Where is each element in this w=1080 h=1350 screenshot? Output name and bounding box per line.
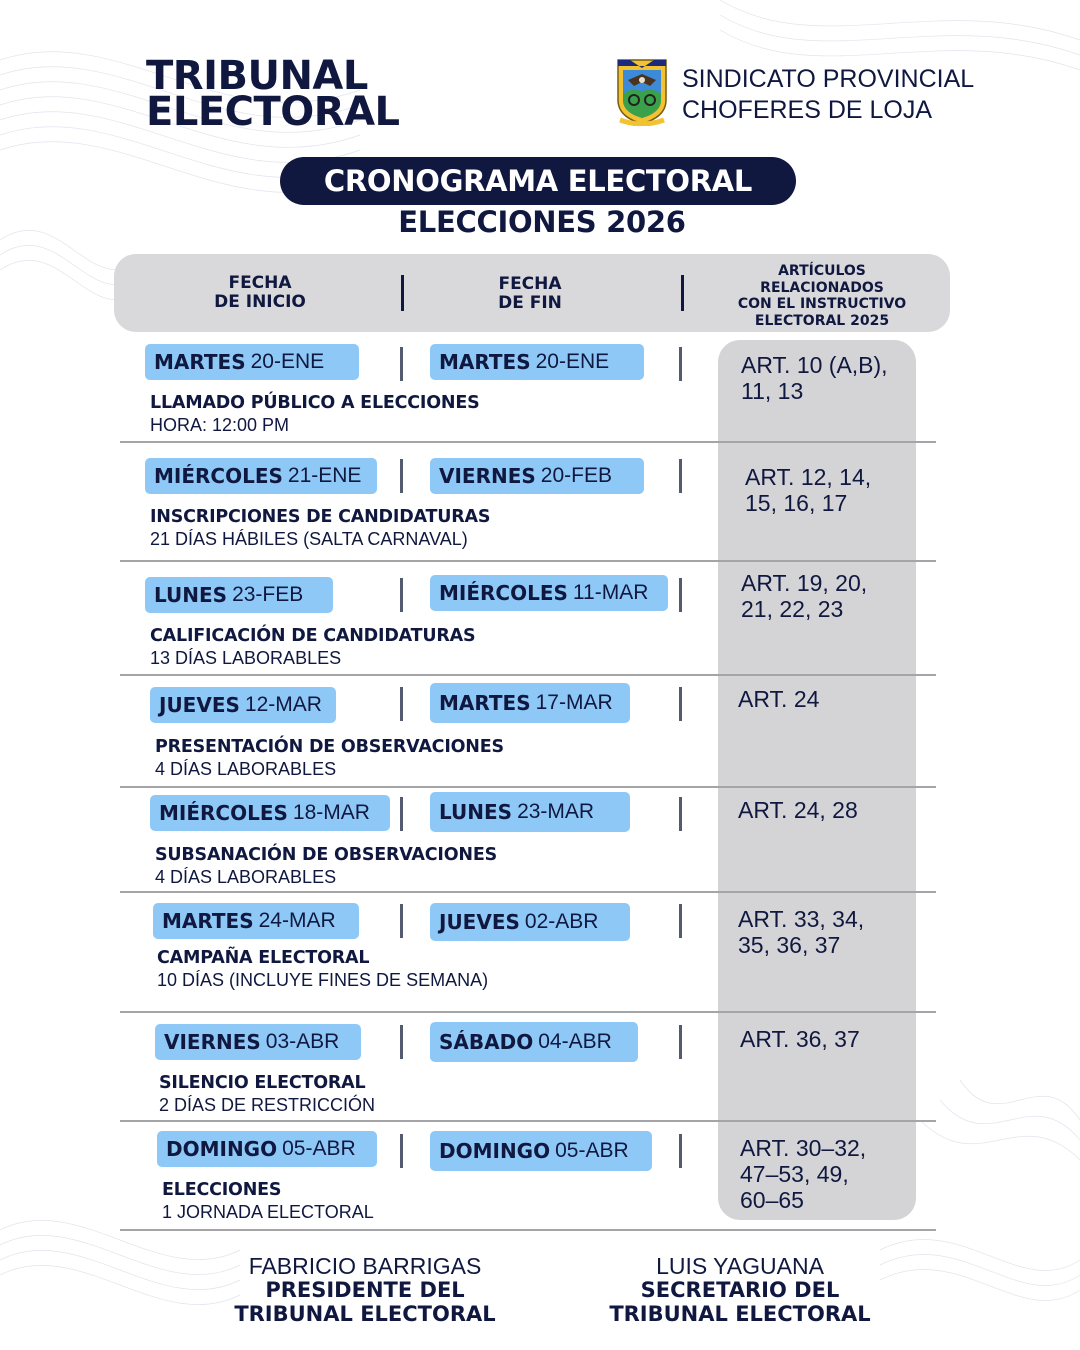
end-date-pill (430, 683, 630, 723)
event-title: INSCRIPCIONES DE CANDIDATURAS (150, 507, 491, 527)
row-divider (120, 441, 936, 443)
column-separator (400, 347, 403, 381)
start-day: MARTES (154, 350, 246, 374)
end-date: 17-MAR (535, 691, 613, 714)
signature-president (205, 1254, 525, 1326)
end-date-pill (430, 575, 668, 611)
start-date-pill (150, 687, 336, 723)
column-separator (679, 687, 682, 721)
row-divider (120, 674, 936, 676)
start-date: 20-ENE (250, 350, 325, 373)
column-separator (400, 1025, 403, 1059)
header-fecha-fin-line-2: DE FIN (498, 293, 562, 313)
event-articles: ART. 30–32, 47–53, 49, 60–65 (740, 1135, 867, 1213)
event-detail: 21 DÍAS HÁBILES (SALTA CARNAVAL) (150, 529, 468, 549)
event-detail: 1 JORNADA ELECTORAL (162, 1202, 374, 1222)
column-separator (400, 797, 403, 831)
union-name (682, 64, 974, 126)
event-title: PRESENTACIÓN DE OBSERVACIONES (155, 737, 504, 757)
end-date: 02-ABR (524, 910, 599, 933)
start-day: LUNES (154, 583, 228, 607)
start-date-pill (145, 344, 359, 380)
event-detail: 4 DÍAS LABORABLES (155, 867, 337, 887)
header-fecha-inicio (180, 274, 340, 312)
end-day: JUEVES (439, 910, 520, 934)
event-title: SILENCIO ELECTORAL (159, 1073, 366, 1093)
header-separator (681, 275, 684, 311)
event-articles: ART. 10 (A,B), 11, 13 (741, 352, 888, 404)
union-name-line-2: CHOFERES DE LOJA (682, 96, 933, 124)
event-detail: 2 DÍAS DE RESTRICCIÓN (159, 1095, 376, 1115)
signature-secretary (580, 1254, 900, 1326)
column-separator (679, 578, 682, 612)
tribunal-electoral-title (146, 53, 400, 135)
end-day: MARTES (439, 691, 531, 715)
union-logo-shield-icon (614, 56, 670, 126)
header-separator (401, 275, 404, 311)
start-date: 23-FEB (232, 583, 304, 606)
row-divider (120, 1011, 936, 1013)
start-date-pill (157, 1131, 377, 1167)
event-articles: ART. 12, 14, 15, 16, 17 (745, 464, 872, 516)
column-separator (400, 459, 403, 493)
end-date: 20-FEB (540, 464, 612, 487)
start-date: 03-ABR (265, 1030, 340, 1053)
end-day: SÁBADO (439, 1030, 534, 1054)
end-day: DOMINGO (439, 1139, 551, 1163)
column-separator (679, 459, 682, 493)
row-divider (120, 1229, 936, 1231)
column-separator (679, 1134, 682, 1168)
union-name-line-1: SINDICATO PROVINCIAL (682, 65, 975, 93)
title-line-1: TRIBUNAL (146, 53, 368, 99)
president-name: FABRICIO BARRIGAS (248, 1253, 482, 1279)
president-role-line-1: PRESIDENTE DEL (265, 1278, 465, 1302)
event-articles: ART. 19, 20, 21, 22, 23 (741, 570, 868, 622)
event-title: SUBSANACIÓN DE OBSERVACIONES (155, 845, 498, 865)
column-separator (679, 347, 682, 381)
end-day: MIÉRCOLES (439, 581, 568, 605)
end-date: 11-MAR (572, 581, 649, 604)
header-fecha-fin (450, 275, 610, 313)
start-day: MIÉRCOLES (159, 801, 288, 825)
start-day: MARTES (162, 909, 254, 933)
start-day: MIÉRCOLES (154, 464, 283, 488)
event-title: LLAMADO PÚBLICO A ELECCIONES (150, 393, 480, 413)
header-fecha-fin-line-1: FECHA (498, 274, 562, 294)
event-detail: 13 DÍAS LABORABLES (150, 648, 342, 668)
start-date-pill (150, 795, 390, 831)
secretary-name: LUIS YAGUANA (656, 1253, 824, 1279)
header-articulos-line-2: RELACIONADOS (760, 279, 884, 296)
header-articulos (722, 263, 922, 329)
row-divider (120, 786, 936, 788)
end-date-pill (430, 1131, 652, 1171)
end-date: 04-ABR (538, 1030, 612, 1053)
header-articulos-line-3: CON EL INSTRUCTIVO (737, 296, 907, 312)
end-date-pill (430, 903, 630, 941)
start-date: 24-MAR (258, 909, 336, 932)
end-date: 20-ENE (535, 350, 610, 373)
column-separator (400, 1134, 403, 1168)
start-date: 18-MAR (292, 801, 370, 824)
secretary-role-line-2: TRIBUNAL ELECTORAL (609, 1302, 871, 1326)
column-separator (400, 578, 403, 612)
event-title: CALIFICACIÓN DE CANDIDATURAS (150, 626, 476, 646)
header-fecha-inicio-line-1: FECHA (228, 273, 292, 293)
start-date-pill (145, 577, 333, 613)
column-separator (400, 687, 403, 721)
header-fecha-inicio-line-2: DE INICIO (214, 292, 306, 312)
start-date-pill (153, 903, 359, 939)
event-title: CAMPAÑA ELECTORAL (157, 948, 370, 968)
row-divider (120, 891, 936, 893)
row-divider (120, 560, 936, 562)
end-date-pill (430, 1022, 638, 1062)
start-day: JUEVES (159, 693, 240, 717)
start-date-pill (155, 1024, 361, 1060)
end-date-pill (430, 344, 644, 380)
end-day: MARTES (439, 350, 531, 374)
cronograma-title: CRONOGRAMA ELECTORAL (280, 157, 796, 205)
event-articles: ART. 24, 28 (738, 797, 858, 823)
header-articulos-line-4: ELECTORAL 2025 (754, 312, 890, 329)
president-role-line-2: TRIBUNAL ELECTORAL (234, 1302, 496, 1326)
start-date: 21-ENE (287, 464, 362, 487)
event-detail: 4 DÍAS LABORABLES (155, 759, 337, 779)
secretary-role-line-1: SECRETARIO DEL (640, 1278, 840, 1302)
end-day: LUNES (439, 800, 513, 824)
event-title: ELECCIONES (162, 1180, 282, 1200)
event-articles: ART. 24 (738, 686, 820, 712)
row-divider (120, 1120, 936, 1122)
start-date: 05-ABR (282, 1137, 356, 1160)
start-date: 12-MAR (244, 693, 322, 716)
event-articles: ART. 33, 34, 35, 36, 37 (738, 906, 865, 958)
column-separator (679, 797, 682, 831)
column-separator (679, 904, 682, 938)
start-day: VIERNES (164, 1030, 261, 1054)
elecciones-subtitle: ELECCIONES 2026 (398, 205, 686, 239)
title-line-2: ELECTORAL (146, 89, 400, 135)
column-separator (679, 1025, 682, 1059)
end-date: 23-MAR (517, 800, 595, 823)
start-day: DOMINGO (166, 1137, 278, 1161)
start-date-pill (145, 458, 377, 494)
header-articulos-line-1: ARTÍCULOS (778, 263, 866, 279)
end-date: 05-ABR (555, 1139, 629, 1162)
event-articles: ART. 36, 37 (740, 1026, 860, 1052)
end-date-pill (430, 792, 630, 832)
column-separator (400, 904, 403, 938)
end-day: VIERNES (439, 464, 536, 488)
event-detail: HORA: 12:00 PM (150, 415, 290, 435)
event-detail: 10 DÍAS (INCLUYE FINES DE SEMANA) (157, 970, 489, 990)
end-date-pill (430, 458, 644, 494)
